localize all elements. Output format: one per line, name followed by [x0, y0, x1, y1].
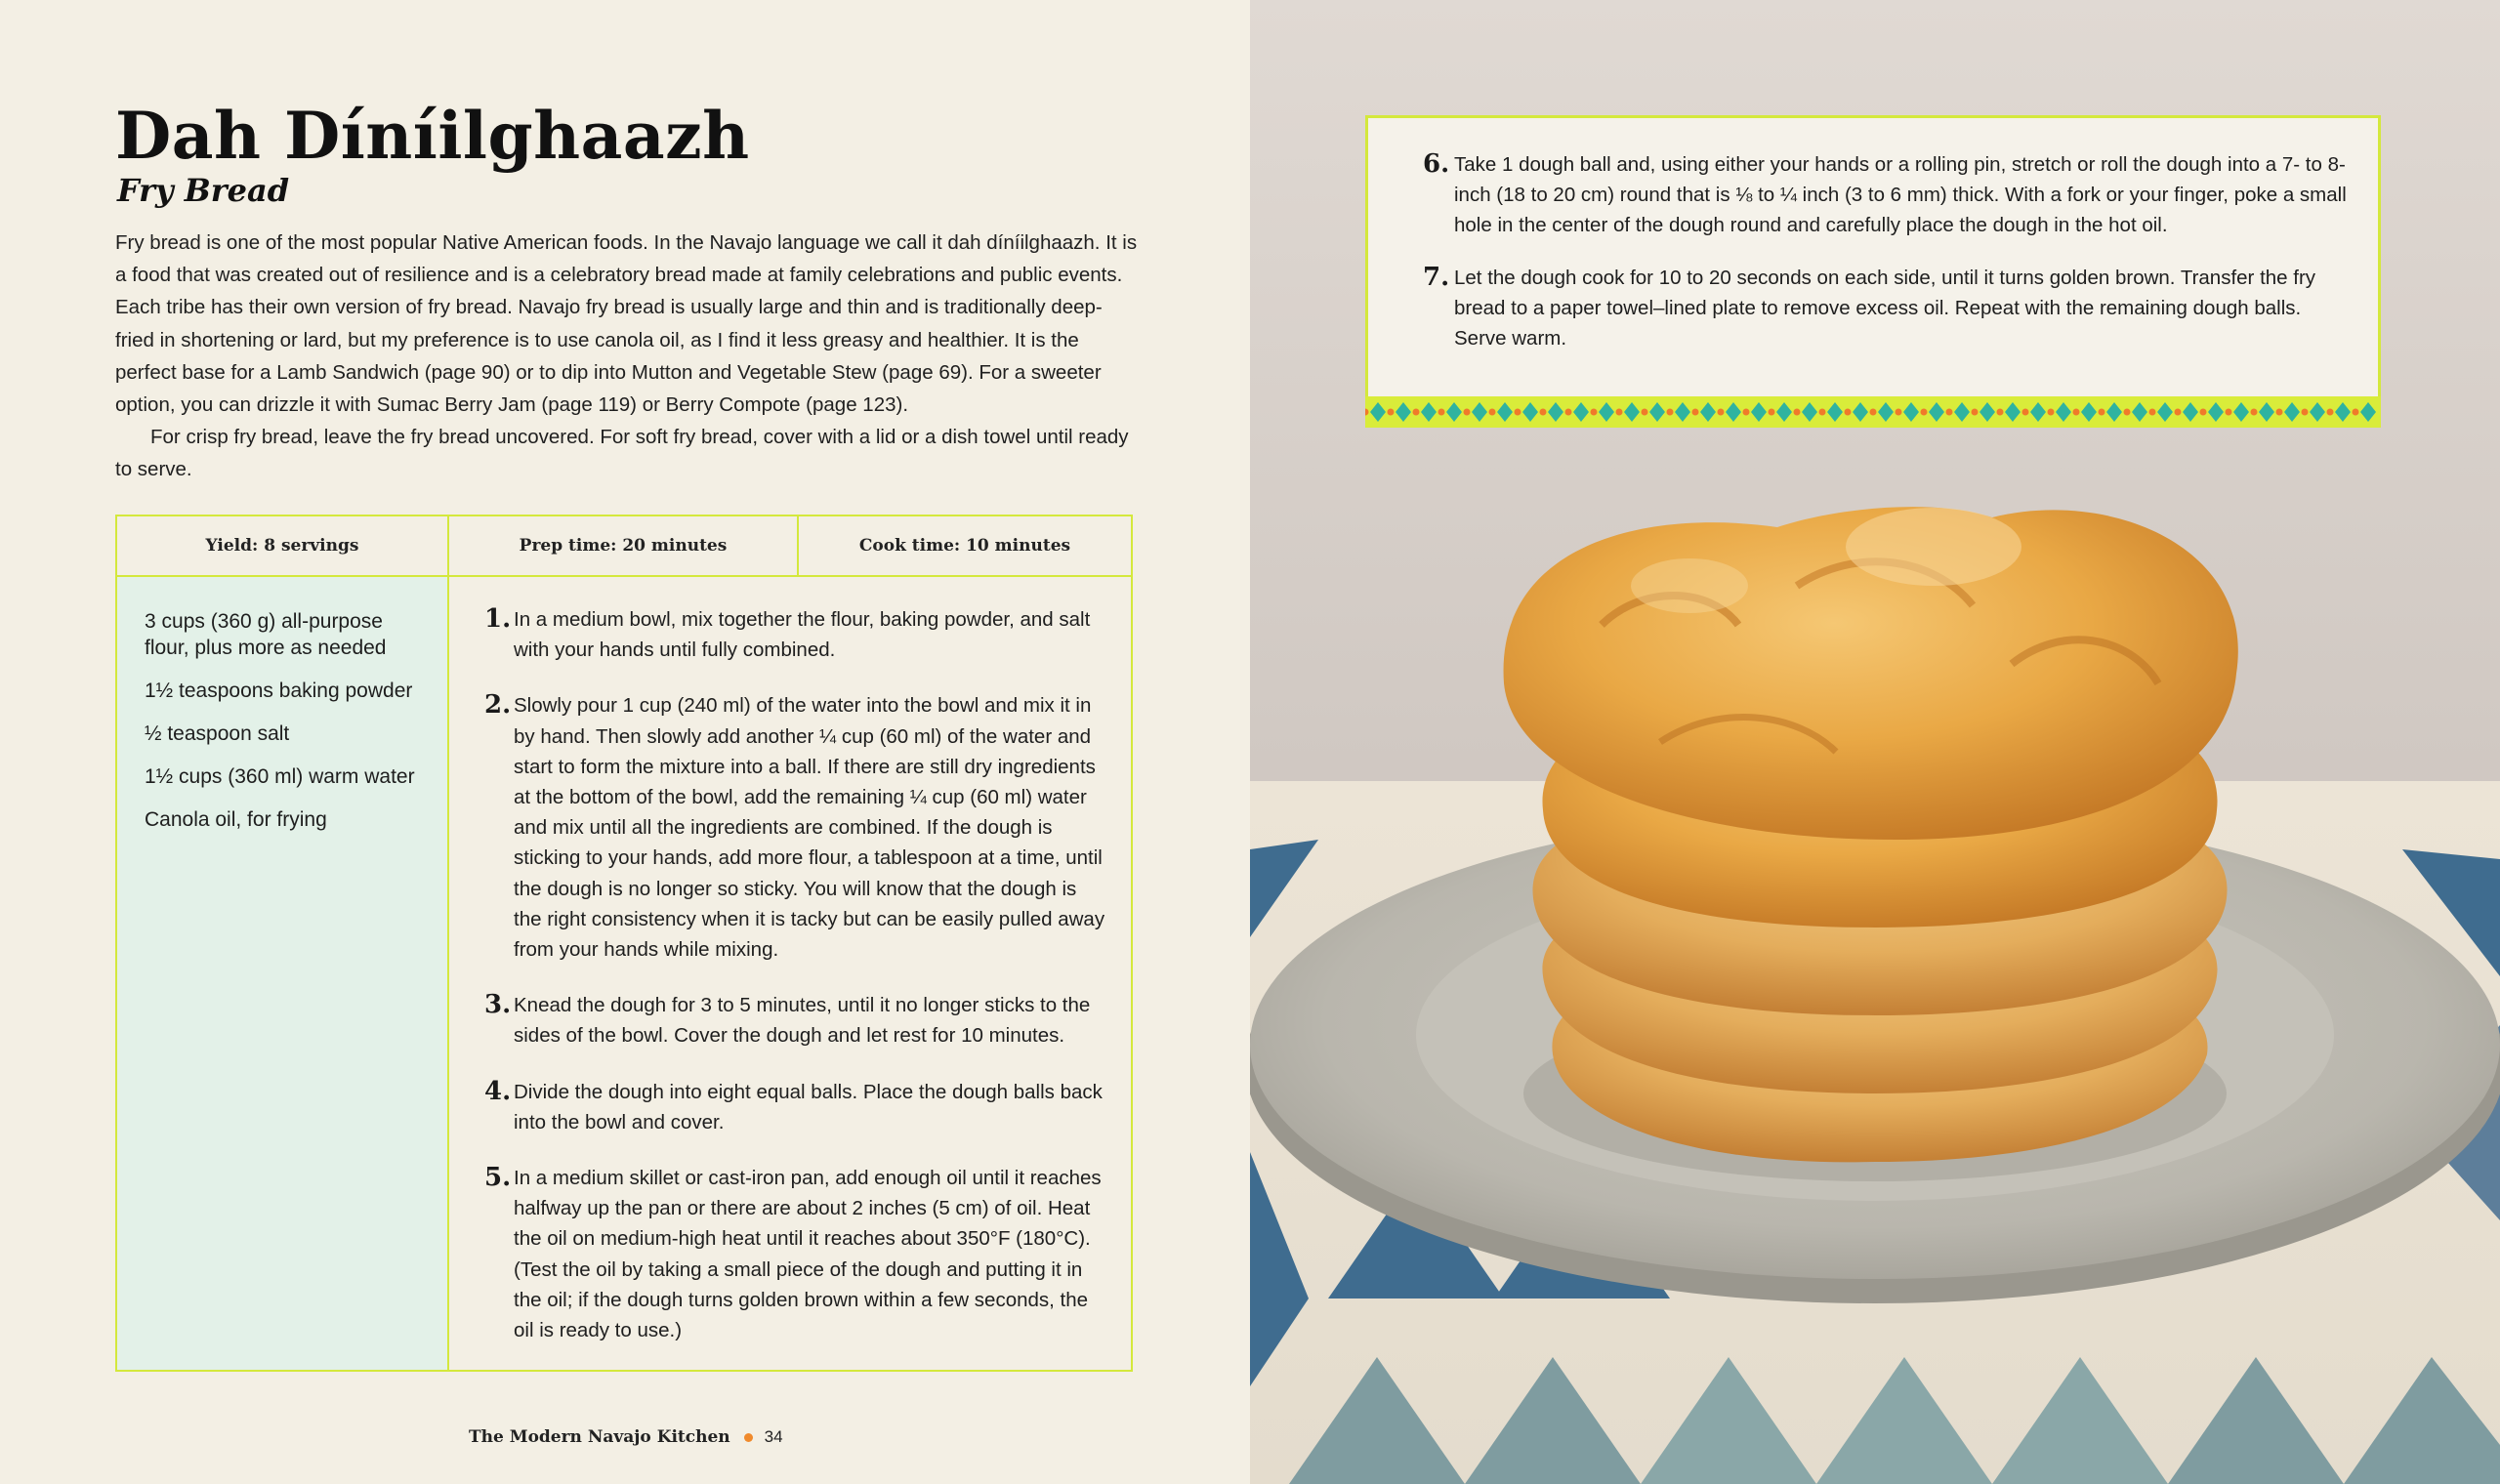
continued-steps-list [1423, 149, 2351, 375]
ingredient-item: 3 cups (360 g) all-purpose flour, plus more as needed [145, 610, 387, 659]
step-item [1423, 149, 2351, 241]
step-text: Take 1 dough ball and, using either your hands or a rolling pin, stretch or roll the dough into a 7- to 8-inch (18 to 20 cm) round that is ⅛ to ¼ inch (3 to 6 mm) thick. With a fork or your finger, poke a small hole in the center of the dough round and carefully place the dough in the hot oil. [1454, 153, 2347, 237]
pattern-dot [1540, 409, 1547, 416]
pattern-dot [1464, 409, 1471, 416]
pattern-dot [2175, 409, 2182, 416]
step-text: Divide the dough into eight equal balls. Place the dough balls back into the bowl and cover. [514, 1080, 1103, 1134]
pattern-dot [1565, 409, 1572, 416]
pattern-dot [2353, 409, 2359, 416]
pattern-dot [1972, 409, 1979, 416]
step-item [484, 1163, 1107, 1345]
pattern-dot [1997, 409, 2004, 416]
pattern-dot [1946, 409, 1953, 416]
pattern-dot [1718, 409, 1725, 416]
pattern-dot [2251, 409, 2258, 416]
step-item [484, 604, 1107, 665]
pattern-dot [1769, 409, 1775, 416]
step-number: 3. [484, 990, 512, 1020]
pattern-dot [2022, 409, 2029, 416]
pattern-dot [2200, 409, 2207, 416]
pattern-dot [2073, 409, 2080, 416]
pattern-dot [2048, 409, 2055, 416]
pattern-dot [2276, 409, 2283, 416]
page-footer [469, 1427, 783, 1447]
step-item [484, 690, 1107, 965]
recipe-info-row [117, 516, 1131, 577]
page-number: 34 [764, 1427, 783, 1446]
step-number: 5. [484, 1163, 512, 1193]
steps-list [449, 577, 1131, 1371]
step-text: Knead the dough for 3 to 5 minutes, until it no longer sticks to the sides of the bowl. Cover the dough and let rest for 10 minutes. [514, 994, 1091, 1048]
prep-time-label: Prep time: 20 minutes [449, 516, 799, 575]
step-text: In a medium bowl, mix together the flour, baking powder, and salt with your hands until fully combined. [514, 608, 1091, 662]
step-number: 4. [484, 1076, 512, 1106]
intro-paragraph: Fry bread is one of the most popular Native American foods. In the Navajo language we call it dah díníilghaazh. It is a food that was created out of resilience and is a celebratory bread made at family celebrations and public events. Each tribe has their own version of fry bread. Navajo fry bread is usually large and thin and is traditionally deep-fried in shortening or lard, but my preference is to use canola oil, as I find it less greasy and healthier. It is the perfect base for a Lamb Sandwich (page 90) or to dip into Mutton and Vegetable Stew (page 69). For a sweeter option, you can drizzle it with Sumac Berry Jam (page 119) or Berry Compote (page 123). [115, 231, 1138, 417]
step-text: Slowly pour 1 cup (240 ml) of the water into the bowl and mix it in by hand. Then slowly add another ¼ cup (60 ml) of the water and start to form the mixture into a ball. If there are still dry ingredients at the bottom of the bowl, add the remaining ¼ cup (60 ml) water and mix until all the ingredients are combined. If the dough is sticking to your hands, add more flour, a tablespoon at a time, until the dough is no longer so sticky. You will know that the dough is the right consistency when it is tacky but can be easily pulled away from your hands while mixing. [514, 694, 1105, 962]
pattern-dot [2327, 409, 2334, 416]
pattern-dot [1794, 409, 1801, 416]
pattern-dot [1743, 409, 1750, 416]
recipe-subtitle: Fry Bread [117, 172, 290, 209]
intro-paragraph: For crisp fry bread, leave the fry bread uncovered. For soft fry bread, cover with a lid or a dish towel until ready to serve. [115, 426, 1129, 481]
pattern-dot [1870, 409, 1877, 416]
pattern-dot [1667, 409, 1674, 416]
pattern-dot [2099, 409, 2105, 416]
ingredient-item: ½ teaspoon salt [145, 722, 290, 745]
step-number: 7. [1423, 262, 1450, 292]
pattern-dot [1388, 409, 1395, 416]
pattern-dot [1896, 409, 1902, 416]
step-text: In a medium skillet or cast-iron pan, add enough oil until it reaches halfway up the pan or there are about 2 inches (5 cm) of oil. Heat the oil on medium-high heat until it reaches about 350°F (180°C). (Test the oil by taking a small piece of the dough and putting it in the oil; if the dough turns golden brown within a few seconds, the oil is ready to use.) [514, 1167, 1102, 1342]
pattern-dot [2302, 409, 2309, 416]
pattern-dot [2226, 409, 2232, 416]
recipe-box [115, 515, 1133, 1372]
pattern-dot [2149, 409, 2156, 416]
continued-steps-card [1365, 115, 2381, 428]
ingredient-item: Canola oil, for frying [145, 808, 327, 831]
ingredient-item: 1½ teaspoons baking powder [145, 680, 413, 702]
pattern-dot [2124, 409, 2131, 416]
footer-dot-icon [744, 1433, 753, 1442]
decorative-pattern-strip [1365, 396, 2381, 428]
ingredients-list [117, 577, 449, 1370]
yield-label: Yield: 8 servings [117, 516, 449, 575]
step-item [1423, 263, 2351, 354]
pattern-dot [1642, 409, 1648, 416]
pattern-dot [1616, 409, 1623, 416]
step-item [484, 1077, 1107, 1137]
cook-time-label: Cook time: 10 minutes [858, 536, 1071, 556]
recipe-intro [115, 227, 1141, 486]
step-item [484, 990, 1107, 1051]
book-title: The Modern Navajo Kitchen [469, 1427, 730, 1447]
pattern-dot [1692, 409, 1699, 416]
pattern-dot [1591, 409, 1598, 416]
pattern-dot [1845, 409, 1852, 416]
ingredient-item: 1½ cups (360 ml) warm water [145, 765, 415, 788]
pattern-dot [1819, 409, 1826, 416]
step-number: 2. [484, 690, 512, 721]
fry-bread-stack [1504, 507, 2238, 1181]
pattern-dot [1921, 409, 1928, 416]
pattern-dot [1413, 409, 1420, 416]
step-number: 6. [1423, 149, 1450, 179]
step-number: 1. [484, 604, 512, 634]
pattern-dot [1438, 409, 1445, 416]
step-text: Let the dough cook for 10 to 20 seconds on each side, until it turns golden brown. Transfer the fry bread to a paper towel–lined plate to remove excess oil. Repeat with the remaining dough balls. Serve warm. [1454, 266, 2316, 350]
recipe-title: Dah Díníilghaazh [115, 98, 750, 174]
pattern-dot [1515, 409, 1521, 416]
pattern-dot [1489, 409, 1496, 416]
